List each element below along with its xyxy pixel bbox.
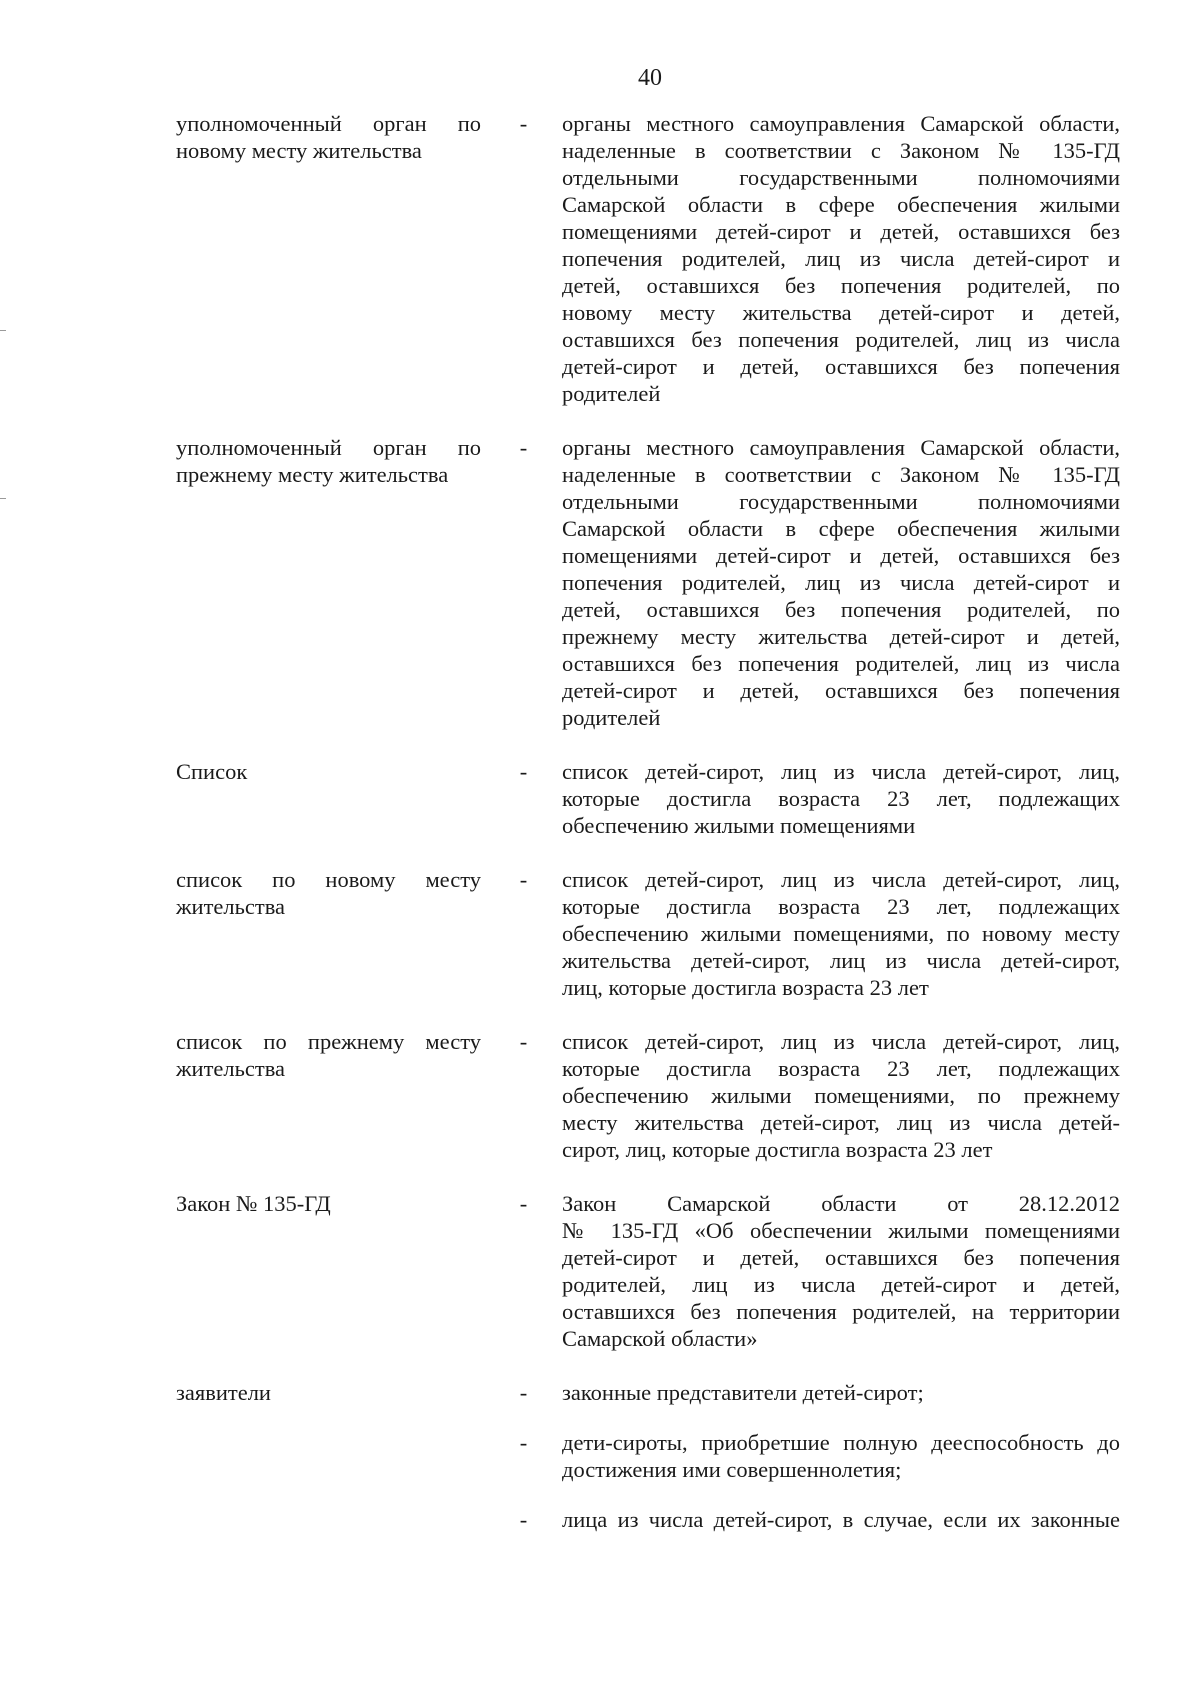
definition-line: список детей-сирот, лиц из числа детей-сирот, лиц, bbox=[562, 759, 1120, 784]
definition-line: попечения родителей, лиц из числа детей-сирот и bbox=[562, 570, 1120, 595]
definition-line: родителей bbox=[562, 705, 661, 730]
definition-line: органы местного самоуправления Самарской области, bbox=[562, 435, 1120, 460]
definition-line: обеспечению жилыми помещениями bbox=[562, 813, 916, 838]
definition-line: список детей-сирот, лиц из числа детей-сирот, лиц, bbox=[562, 867, 1120, 892]
definition-line: родителей bbox=[562, 381, 661, 406]
definition-dash: - bbox=[519, 1380, 528, 1405]
definition-dash: - bbox=[519, 1029, 528, 1054]
definition-line: помещениями детей-сирот и детей, оставшихся без bbox=[562, 543, 1120, 568]
term-line: список по прежнему месту bbox=[176, 1029, 481, 1054]
definition-entry bbox=[176, 434, 1120, 731]
page-number: 40 bbox=[638, 65, 662, 91]
definition-text bbox=[562, 1506, 1120, 1533]
definition-text bbox=[562, 1379, 1120, 1406]
definition-line: детей-сирот и детей, оставшихся без попечения bbox=[562, 354, 1120, 379]
definition-text bbox=[562, 110, 1120, 407]
definition-line: детей-сирот и детей, оставшихся без попечения bbox=[562, 678, 1120, 703]
definition-line: лиц, которые достигла возраста 23 лет bbox=[562, 975, 929, 1000]
definition-line: месту жительства детей-сирот, лиц из числа детей- bbox=[562, 1110, 1120, 1135]
definition-term: заявители bbox=[176, 1380, 271, 1405]
definition-line: прежнему месту жительства детей-сирот и детей, bbox=[562, 624, 1120, 649]
definition-text bbox=[562, 1429, 1120, 1483]
definition-term bbox=[176, 110, 481, 164]
definition-line: помещениями детей-сирот и детей, оставшихся без bbox=[562, 219, 1120, 244]
term-line: жительства bbox=[176, 894, 286, 919]
definition-line: отдельными государственными полномочиями bbox=[562, 489, 1120, 514]
definition-line: попечения родителей, лиц из числа детей-сирот и bbox=[562, 246, 1120, 271]
definition-line: отдельными государственными полномочиями bbox=[562, 165, 1120, 190]
definition-term bbox=[176, 758, 481, 785]
definition-line: оставшихся без попечения родителей, лиц из числа bbox=[562, 651, 1120, 676]
definition-text bbox=[562, 434, 1120, 731]
definition-dash: - bbox=[519, 1430, 528, 1455]
term-line: уполномоченный орган по bbox=[176, 111, 481, 136]
applicants-entry bbox=[176, 1379, 1120, 1533]
definition-dash: - bbox=[519, 1191, 528, 1216]
term-line: Список bbox=[176, 759, 248, 784]
definition-entry bbox=[176, 1190, 1120, 1352]
definition-term bbox=[176, 866, 481, 920]
definition-line: оставшихся без попечения родителей, лиц из числа bbox=[562, 327, 1120, 352]
definition-line: детей, оставшихся без попечения родителей, по bbox=[562, 597, 1120, 622]
definition-dash: - bbox=[519, 867, 528, 892]
applicant-item bbox=[176, 1379, 1120, 1406]
definition-entry bbox=[176, 866, 1120, 1001]
definition-line: новому месту жительства детей-сирот и детей, bbox=[562, 300, 1120, 325]
definition-line: Самарской области» bbox=[562, 1326, 758, 1351]
scan-margin-mark bbox=[0, 498, 6, 499]
definition-line: которые достигла возраста 23 лет, подлежащих bbox=[562, 786, 1120, 811]
definition-line: лица из числа детей-сирот, в случае, если их законные bbox=[562, 1507, 1120, 1532]
definition-line: жительства детей-сирот, лиц из числа детей-сирот, bbox=[562, 948, 1120, 973]
definition-line: сирот, лиц, которые достигла возраста 23 лет bbox=[562, 1137, 993, 1162]
definition-line: законные представители детей-сирот; bbox=[562, 1380, 924, 1405]
definition-line: которые достигла возраста 23 лет, подлежащих bbox=[562, 894, 1120, 919]
definition-dash: - bbox=[519, 111, 528, 136]
definition-text bbox=[562, 758, 1120, 839]
definitions-list bbox=[176, 110, 1120, 1556]
applicant-item bbox=[176, 1429, 1120, 1483]
definition-term bbox=[176, 1190, 481, 1217]
definition-line: которые достигла возраста 23 лет, подлежащих bbox=[562, 1056, 1120, 1081]
definition-line: № 135-ГД «Об обеспечении жилыми помещениями bbox=[562, 1218, 1120, 1243]
term-line: уполномоченный орган по bbox=[176, 435, 481, 460]
definition-dash: - bbox=[519, 1507, 528, 1532]
definition-line: Закон Самарской области от 28.12.2012 bbox=[562, 1191, 1120, 1216]
definition-text bbox=[562, 1190, 1120, 1352]
definition-line: детей, оставшихся без попечения родителей, по bbox=[562, 273, 1120, 298]
term-line: жительства bbox=[176, 1056, 286, 1081]
definition-line: обеспечению жилыми помещениями, по прежнему bbox=[562, 1083, 1120, 1108]
scan-margin-mark bbox=[0, 330, 6, 331]
definition-text bbox=[562, 1028, 1120, 1163]
definition-term bbox=[176, 434, 481, 488]
definition-entry bbox=[176, 110, 1120, 407]
definition-line: оставшихся без попечения родителей, на территории bbox=[562, 1299, 1120, 1324]
definition-dash: - bbox=[519, 435, 528, 460]
term-line: новому месту жительства bbox=[176, 138, 422, 163]
definition-term bbox=[176, 1028, 481, 1082]
term-line: список по новому месту bbox=[176, 867, 481, 892]
definition-entry bbox=[176, 758, 1120, 839]
definition-line: родителей, лиц из числа детей-сирот и детей, bbox=[562, 1272, 1120, 1297]
definition-dash: - bbox=[519, 759, 528, 784]
definition-line: наделенные в соответствии с Законом № 135-ГД bbox=[562, 462, 1120, 487]
definition-text bbox=[562, 866, 1120, 1001]
definition-line: обеспечению жилыми помещениями, по новому месту bbox=[562, 921, 1120, 946]
definition-line: достижения ими совершеннолетия; bbox=[562, 1457, 902, 1482]
definition-line: детей-сирот и детей, оставшихся без попечения bbox=[562, 1245, 1120, 1270]
definition-entry bbox=[176, 1028, 1120, 1163]
term-line: Закон № 135-ГД bbox=[176, 1191, 331, 1216]
definition-line: дети-сироты, приобретшие полную дееспособность до bbox=[562, 1430, 1120, 1455]
definition-line: список детей-сирот, лиц из числа детей-сирот, лиц, bbox=[562, 1029, 1120, 1054]
term-line: прежнему месту жительства bbox=[176, 462, 449, 487]
definition-line: органы местного самоуправления Самарской области, bbox=[562, 111, 1120, 136]
definition-line: наделенные в соответствии с Законом № 135-ГД bbox=[562, 138, 1120, 163]
applicant-item bbox=[176, 1506, 1120, 1533]
definition-line: Самарской области в сфере обеспечения жилыми bbox=[562, 516, 1120, 541]
definition-line: Самарской области в сфере обеспечения жилыми bbox=[562, 192, 1120, 217]
